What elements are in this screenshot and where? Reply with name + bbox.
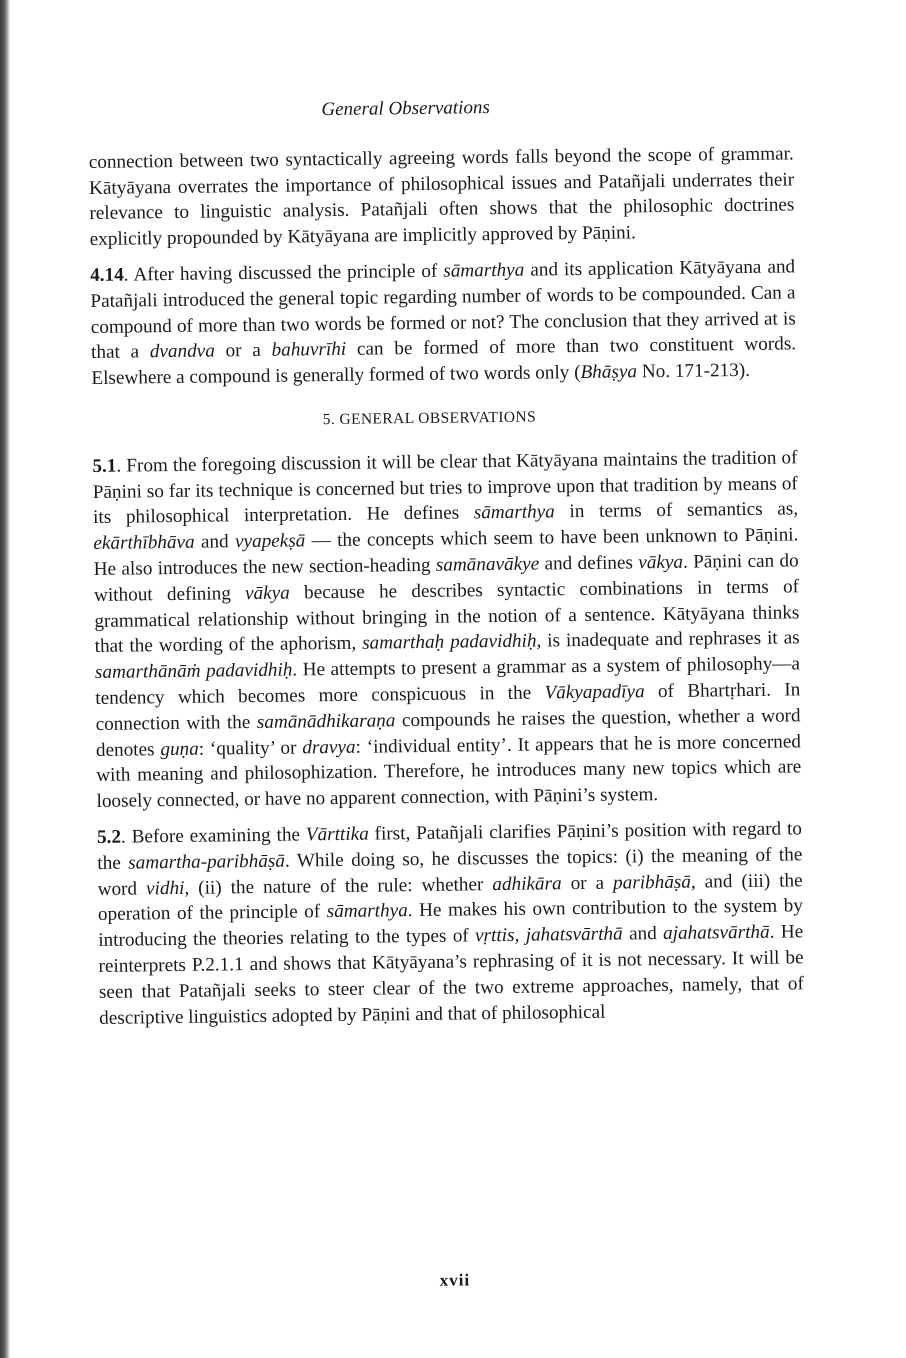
- italic-term: Vākyapadīya: [544, 681, 645, 704]
- italic-term: vākya: [244, 582, 290, 604]
- italic-term: samānavākye: [435, 553, 540, 576]
- text-run: can be formed of more than two constituent words. Elsewhere a compound is generally formed of two words only (: [91, 333, 797, 390]
- italic-term: vidhi,: [145, 877, 190, 899]
- italic-term: bahuvrīhi: [271, 339, 347, 362]
- text-run: . While doing so, he discusses the topics: (i) the meaning of the word: [97, 844, 803, 900]
- paragraph-number: 5.2: [96, 826, 122, 848]
- italic-term: samarthaḥ padavidhiḥ,: [362, 630, 542, 655]
- text-run: . He reinterprets P.2.1.1 and shows that Kātyāyana’s rephrasing of it is not necessary. It will be seen that Patañjali seeks to steer clear of the two extreme approaches, namely, that of descriptive linguistics adopted by Pāṇini and that of philosophical: [98, 921, 804, 1029]
- text-run: (ii) the nature of the rule: whether: [189, 873, 493, 899]
- text-run: . Pāṇini can do without defining: [93, 550, 799, 606]
- italic-term: vākya: [638, 551, 684, 574]
- text-run: compounds he raises the question, whether a word denotes: [95, 705, 801, 761]
- text-run: — the concepts which seem to have been unknown to Pāṇini. He also introduces the new section-heading: [93, 524, 799, 580]
- italic-term: Bhāṣya: [580, 361, 638, 384]
- text-run: and (iii) the operation of the principle of: [97, 869, 803, 926]
- text-run: : ‘individual entity’. It appears that he is more concerned with meaning and philosophization. Therefore, he introduces many new topics which are loosely connected, or have no apparent connection, with Pāṇini’s system.: [96, 730, 802, 813]
- text-run: . Before examining the: [120, 824, 306, 848]
- book-page: [88, 91, 808, 1310]
- text-run: and its application Kātyāyana and Patañjali introduced the general topic regarding number of words to be compounded. Can a compound of more than two words be formed or not? The conclusion that they arrived at is that a: [90, 256, 796, 364]
- italic-term: sāmarthya: [473, 501, 555, 524]
- paragraph-number: 5.1: [92, 455, 117, 477]
- text-run: because he describes syntactic combinations in terms of grammatical relationship without bringing in the notion of a sentence. Kātyāyana thinks that the wording of the aphorism,: [94, 576, 800, 658]
- text-run: or a: [214, 340, 272, 362]
- italic-term: guṇa: [160, 738, 199, 760]
- italic-term: sāmarthya: [443, 259, 525, 282]
- running-head: General Observations: [321, 97, 490, 121]
- section-heading: 5. GENERAL OBSERVATIONS: [322, 408, 537, 429]
- paragraph-5-1: [92, 445, 801, 815]
- italic-term: adhikāra: [492, 872, 562, 895]
- paragraph-number: 4.14: [90, 264, 124, 286]
- text-run: first, Patañjali clarifies Pāṇini’s position with regard to the: [97, 818, 803, 874]
- text-run: and defines: [539, 552, 639, 575]
- binding-edge-shadow: [0, 0, 10, 1358]
- text-run: or a: [561, 872, 614, 894]
- text-run: of Bhartṛhari. In connection with the: [95, 679, 801, 735]
- text-run: . He attempts to present a grammar as a system of philosophy—a tendency which becomes more conspicuous in the: [95, 653, 801, 709]
- italic-term: samarthānāṁ padavidhiḥ: [94, 659, 293, 684]
- text-run: connection between two syntactically agreeing words falls beyond the scope of grammar. Kātyāyana overrates the importance of philosophical issues and Patañjali underrates their relevance to linguistic analysis. Patañjali often shows that the philosophic doctrines explicitly propounded by Kātyāyana are implicitly approved by Pāṇini.: [88, 143, 795, 251]
- text-run: : ‘quality’ or: [198, 736, 303, 760]
- text-run: . After having discussed the principle of: [123, 260, 444, 286]
- text-run: . From the foregoing discussion it will be clear that Kātyāyana maintains the tradition of Pāṇini so far its technique is concerned but tries to improve upon that tradition by means of its philosophical interpretation. He defines: [92, 447, 798, 529]
- italic-term: dvandva: [149, 340, 215, 363]
- italic-term: samānādhikaraṇa: [256, 710, 396, 733]
- paragraph-5-2: [97, 816, 804, 1031]
- paragraph-4-14: [90, 254, 797, 392]
- text-run: and: [194, 531, 236, 553]
- page-number: xvii: [439, 1270, 471, 1290]
- italic-term: Vārttika: [305, 823, 369, 846]
- italic-term: paribhāṣā,: [612, 871, 696, 894]
- text-run: No. 171-213).: [636, 360, 751, 383]
- text-run: and: [622, 923, 664, 945]
- italic-term: ajahatsvārthā: [662, 921, 770, 945]
- text-run: in terms of semantics as,: [554, 498, 799, 523]
- italic-term: dravya: [302, 736, 356, 758]
- italic-term: sāmarthya: [326, 900, 408, 923]
- text-run: . He makes his own contribution to the system by introducing the theories relating to the types of: [98, 895, 804, 952]
- italic-term: samartha-paribhāṣā: [128, 850, 286, 874]
- text-run: is inadequate and rephrases it as: [541, 627, 800, 652]
- italic-term: ekārthībhāva: [93, 531, 195, 555]
- paragraph-continued: [89, 141, 795, 253]
- italic-term: vṛttis, jahatsvārthā: [474, 923, 623, 947]
- italic-term: vyapekṣā: [234, 530, 306, 553]
